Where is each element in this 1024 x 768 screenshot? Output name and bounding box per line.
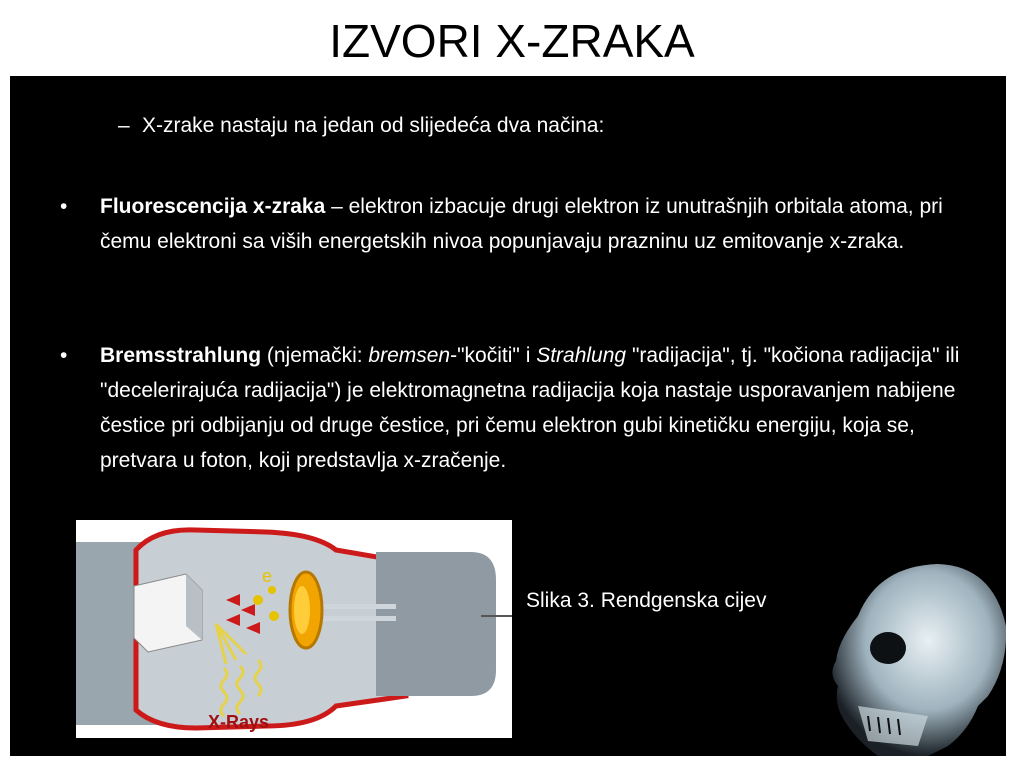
figure-caption: Slika 3. Rendgenska cijev <box>526 589 767 612</box>
skull-xray-image <box>818 556 1006 756</box>
bullet-text-part: (njemački: <box>261 344 369 367</box>
bullet-text <box>100 189 960 259</box>
tube-body-right <box>376 552 496 696</box>
dash-marker: – <box>118 114 130 137</box>
bullet-marker: • <box>60 195 68 218</box>
bullet-text-part: "radijacija", tj. "kočiona radijacija" ili "decelerirajuća radijacija") je elektromagnetna radijacija koja nastaje usporavanjem nabijene čestice pri odbijanju od druge čestice, pri čemu elektron gubi kinetičku energiju, koja se, pretvara u foton, koji predstavlja x-zračenje. <box>100 344 960 472</box>
rod <box>316 616 396 621</box>
rod <box>316 604 396 609</box>
bullet-italic: Strahlung <box>536 344 627 367</box>
bullet-text-part: -"kočiti" i <box>450 344 537 367</box>
electron-label: e <box>262 566 273 586</box>
xray-tube-illustration <box>76 520 512 738</box>
bullet-marker: • <box>60 344 68 367</box>
skull-xray-illustration <box>818 556 1006 756</box>
slide-title: IZVORI X-ZRAKA <box>329 15 695 67</box>
filament-core <box>294 586 310 634</box>
bullet-term: Bremsstrahlung <box>100 344 262 367</box>
content-panel <box>10 76 1006 756</box>
eye-socket <box>870 632 906 664</box>
xray-tube-image <box>76 520 512 738</box>
electron <box>268 586 276 594</box>
bullet-term: Fluorescencija x-zraka <box>100 195 326 218</box>
bullet-description: – elektron izbacuje drugi elektron iz unutrašnjih orbitala atoma, pri čemu elektroni sa viših energetskih nivoa popunjavaju prazninu uz emitovanje x-zraka. <box>100 195 943 253</box>
sub-bullet-text: X-zrake nastaju na jedan od slijedeća dva načina: <box>142 114 605 137</box>
sub-bullet <box>118 114 604 138</box>
bullet-text <box>100 338 960 478</box>
electron <box>253 595 263 605</box>
xrays-label: X-Rays <box>208 712 270 732</box>
electron <box>269 611 279 621</box>
bullet-italic: bremsen <box>368 344 451 367</box>
